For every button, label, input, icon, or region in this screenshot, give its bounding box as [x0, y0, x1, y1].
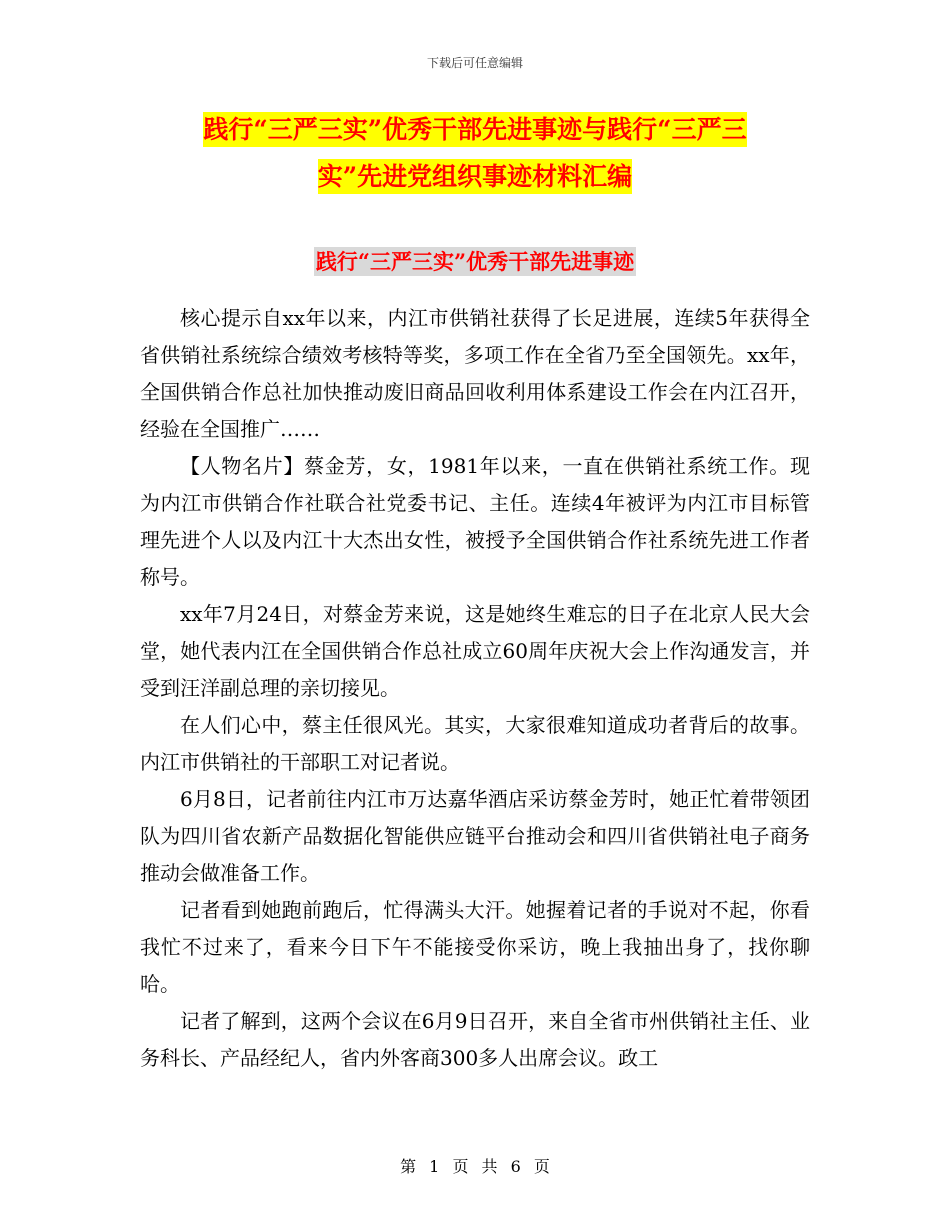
- section-title: [0, 244, 950, 280]
- title-line-1: 践行“三严三实”优秀干部先进事迹与践行“三严三: [203, 112, 746, 147]
- paragraph: 记者了解到，这两个会议在6月9日召开，来自全省市州供销社主任、业务科长、产品经纪人，省内外客商300多人出席会议。政工: [140, 1009, 810, 1070]
- title-line-2: 实”先进党组织事迹材料汇编: [318, 159, 632, 194]
- document-title: [140, 106, 810, 200]
- header-note: 下载后可任意编辑: [426, 56, 523, 70]
- paragraph: 在人们心中，蔡主任很风光。其实，大家很难知道成功者背后的故事。内江市供销社的干部职工对记者说。: [140, 713, 810, 774]
- paragraph: xx年7月24日，对蔡金芳来说，这是她终生难忘的日子在北京人民大会堂，她代表内江在全国供销合作总社成立60周年庆祝大会上作沟通发言，并受到汪洋副总理的亲切接见。: [140, 602, 810, 700]
- page-footer: 第 1 页 共 6 页: [400, 1157, 550, 1176]
- paragraph: 核心提示自xx年以来，内江市供销社获得了长足进展，连续5年获得全省供销社系统综合绩效考核特等奖，多项工作在全省乃至全国领先。xx年，全国供销合作总社加快推动废旧商品回收利用体系建设工作会在内江召开，经验在全国推广……: [140, 306, 810, 441]
- paragraph: 【人物名片】蔡金芳，女，1981年以来，一直在供销社系统工作。现为内江市供销合作社联合社党委书记、主任。连续4年被评为内江市目标管理先进个人以及内江十大杰出女性，被授予全国供销合作社系统先进工作者称号。: [140, 454, 810, 589]
- paragraph: 6月8日，记者前往内江市万达嘉华酒店采访蔡金芳时，她正忙着带领团队为四川省农新产品数据化智能供应链平台推动会和四川省供销社电子商务推动会做准备工作。: [140, 787, 810, 885]
- section-title-text: 践行“三严三实”优秀干部先进事迹: [315, 249, 635, 274]
- paragraph: 记者看到她跑前跑后，忙得满头大汗。她握着记者的手说对不起，你看我忙不过来了，看来今日下午不能接受你采访，晚上我抽出身了，找你聊哈。: [140, 898, 810, 996]
- body-text: [140, 300, 810, 1077]
